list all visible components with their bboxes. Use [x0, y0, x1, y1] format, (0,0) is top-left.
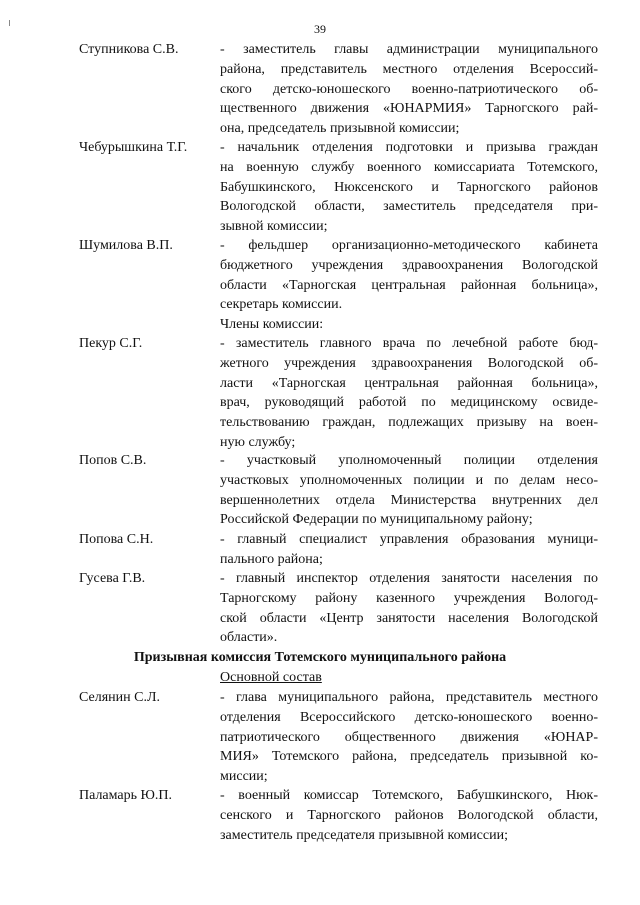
person-role	[220, 688, 598, 787]
role-line: отделения Всероссийского детско-юношеского военно-	[220, 709, 598, 725]
role-line: области «Тарногская центральная районная больница»,	[220, 277, 598, 293]
role-line: - фельдшер организационно-методического кабинета	[220, 238, 598, 253]
role-line: врач, руководящий работой по медицинскому освиде-	[220, 395, 598, 411]
role-line: - глава муниципального района, представитель местного	[220, 690, 598, 705]
members-heading: Члены комиссии:	[220, 317, 324, 332]
role-line: - начальник отделения подготовки и призыва граждан	[220, 140, 598, 155]
person-role	[220, 236, 598, 315]
role-line: сенского и Тарногского районов Вологодской области,	[220, 807, 598, 823]
role-line: области».	[220, 630, 278, 646]
person-role	[220, 334, 598, 453]
role-line: жетного учреждения здравоохранения Вологодской об-	[220, 355, 598, 371]
role-line: на военную службу военного комиссариата Тотемского,	[220, 159, 598, 175]
role-line: - главный инспектор отделения занятости населения по	[220, 571, 598, 586]
role-line: Вологодской области, заместитель председателя при-	[220, 199, 598, 215]
role-line: секретарь комиссии.	[220, 297, 343, 313]
person-name: Попова С.Н.	[79, 532, 154, 547]
section-title: Призывная комиссия Тотемского муниципального района	[133, 650, 507, 665]
person-role	[220, 786, 598, 845]
role-line: щественного движения «ЮНАРМИЯ» Тарногского рай-	[220, 101, 598, 117]
role-line: пального района;	[220, 551, 323, 567]
person-name: Пекур С.Г.	[79, 336, 143, 351]
role-line: - военный комиссар Тотемского, Бабушкинского, Нюк-	[220, 788, 598, 803]
role-line: ского детско-юношеского военно-патриотического об-	[220, 81, 598, 97]
main-composition-heading: Основной состав	[220, 670, 322, 685]
person-name: Попов С.В.	[79, 453, 147, 468]
person-role	[220, 569, 598, 648]
person-role	[220, 40, 598, 139]
role-line: заместитель председателя призывной комиссии;	[220, 827, 508, 843]
role-line: - участковый уполномоченный полиции отделения	[220, 453, 598, 468]
role-line: патриотического общественного движения «ЮНАР-	[220, 729, 598, 745]
person-name: Гусева Г.В.	[79, 571, 146, 586]
role-line: миссии;	[220, 769, 268, 785]
person-name: Чебурышкина Т.Г.	[79, 140, 188, 155]
role-line: вершеннолетних отдела Министерства внутренних дел	[220, 492, 598, 508]
role-line: МИЯ» Тотемского района, председатель призывной ко-	[220, 749, 598, 765]
role-line: участковых уполномоченных полиции и по делам несо-	[220, 472, 598, 488]
role-line: она, председатель призывной комиссии;	[220, 121, 460, 137]
role-line: - главный специалист управления образования муници-	[220, 532, 598, 547]
role-line: бюджетного учреждения здравоохранения Вологодской	[220, 257, 598, 273]
person-role	[220, 451, 598, 530]
role-line: Российской Федерации по муниципальному району;	[220, 512, 533, 528]
person-name: Паламарь Ю.П.	[79, 788, 173, 803]
role-line: района, представитель местного отделения Всероссий-	[220, 61, 598, 77]
role-line: - заместитель главы администрации муниципального	[220, 42, 598, 57]
role-line: - заместитель главного врача по лечебной работе бюд-	[220, 336, 598, 351]
person-role	[220, 530, 598, 570]
role-line: ской области «Центр занятости населения Вологодской	[220, 610, 598, 626]
role-line: зывной комиссии;	[220, 219, 328, 235]
role-line: ласти «Тарногская центральная районная больница»,	[220, 375, 598, 391]
role-line: Бабушкинского, Нюксенского и Тарногского районов	[220, 179, 598, 195]
person-name: Селянин С.Л.	[79, 690, 160, 705]
person-role	[220, 138, 598, 237]
person-name: Ступникова С.В.	[79, 42, 179, 57]
person-name: Шумилова В.П.	[79, 238, 173, 253]
role-line: тельствованию граждан, подлежащих призыву на воен-	[220, 415, 598, 431]
role-line: ную службу;	[220, 434, 296, 450]
page-number: 39	[314, 22, 326, 36]
role-line: Тарногскому району казенного учреждения Вологод-	[220, 590, 598, 606]
